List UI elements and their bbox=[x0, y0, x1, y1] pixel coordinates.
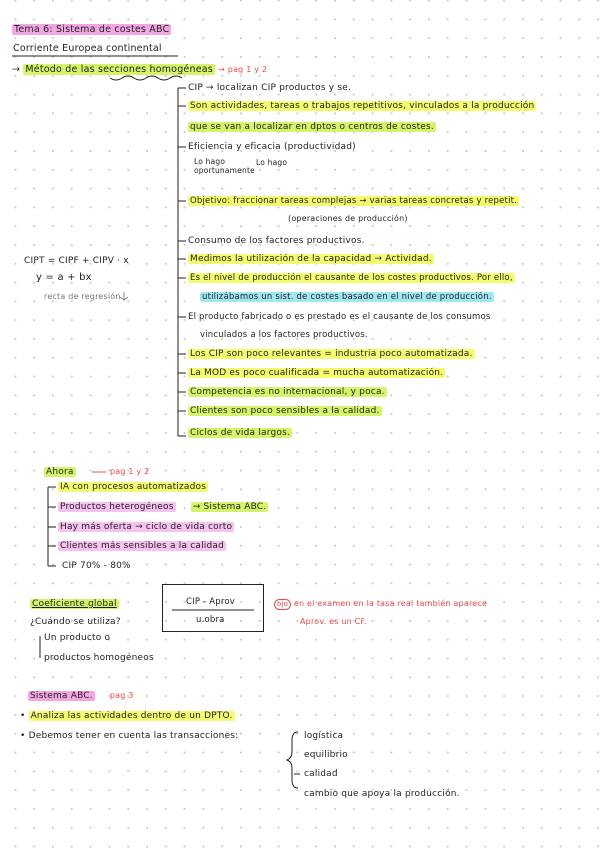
sistema-abc-label: Sistema ABC. bbox=[30, 691, 93, 701]
metodo-page-ref: → pag 1 y 2 bbox=[218, 65, 268, 74]
coeficiente-label: Coeficiente global bbox=[32, 599, 117, 609]
bullet-item bbox=[20, 710, 235, 722]
ahora-item bbox=[58, 481, 208, 493]
ahora-item bbox=[58, 521, 234, 533]
tree-item bbox=[188, 367, 445, 379]
tree-highlight: Son actividades, tareas o trabajos repetitivos, vinculados a la producción bbox=[190, 101, 535, 111]
tree-item: El producto fabricado o es prestado es el causante de los consumos bbox=[188, 312, 491, 322]
sistema-abc-heading bbox=[28, 690, 134, 702]
tree-item bbox=[188, 348, 475, 360]
tree-item: Eficiencia y eficacia (productividad) bbox=[188, 142, 356, 152]
tree-item bbox=[188, 253, 434, 265]
tree-highlight: utilizábamos un sist. de costes basado en el nivel de producción. bbox=[202, 292, 492, 302]
tree-highlight: Los CIP son poco relevantes = industria poco automatizada. bbox=[190, 349, 473, 359]
bullet-text: Debemos tener en cuenta las transacciones: bbox=[28, 731, 239, 741]
fraction-denominator: u.obra bbox=[196, 615, 225, 625]
bullet-dot-icon: • bbox=[20, 711, 26, 721]
sub-item: equilibrio bbox=[304, 750, 348, 760]
tree-item bbox=[188, 427, 292, 439]
arrow-icon: → bbox=[12, 64, 21, 75]
ahora-page-ref: pag 1 y 2 bbox=[110, 467, 150, 476]
tree-highlight: Objetivo: fraccionar tareas complejas → varias tareas concretas y repetit. bbox=[190, 196, 518, 206]
bullet-text: Analiza las actividades dentro de un DPTO. bbox=[30, 711, 233, 721]
ahora-item bbox=[58, 540, 226, 552]
ahora-label: Ahora bbox=[46, 467, 74, 477]
ahora-item bbox=[58, 501, 268, 513]
tree-sub-note: Lo hago bbox=[256, 158, 288, 167]
exam-note-line-2: Aprov. es un CF. bbox=[300, 617, 367, 626]
formula-note: recta de regresión bbox=[44, 292, 121, 301]
tree-highlight: Competencia es no internacional, y poca. bbox=[190, 387, 385, 397]
tree-highlight: La MOD es poco cualificada = mucha automatización. bbox=[190, 368, 444, 378]
sistema-abc-page-ref: pag 3 bbox=[109, 691, 134, 700]
sub-item: calidad bbox=[304, 769, 338, 779]
formula-line-2: y = a + bx bbox=[36, 272, 92, 283]
exam-note bbox=[274, 598, 487, 610]
formula-line-1: CIPT = CIPF + CIPV · x bbox=[24, 256, 129, 266]
coeficiente-heading bbox=[30, 598, 119, 610]
metodo-label: Método de las secciones homogéneas bbox=[25, 64, 213, 75]
bullet-item bbox=[20, 730, 238, 742]
page-title-text: Tema 6: Sistema de costes ABC bbox=[14, 24, 170, 35]
page-subtitle: Corriente Europea continental bbox=[13, 43, 162, 54]
tree-highlight: Medimos la utilización de la capacidad → Actividad. bbox=[190, 254, 432, 264]
tree-item: Consumo de los factores productivos. bbox=[188, 236, 365, 246]
tree-sub-note: Lo hago oportunamente bbox=[194, 157, 255, 175]
coeficiente-question: ¿Cuándo se utiliza? bbox=[30, 617, 121, 627]
bullet-dot-icon: • bbox=[20, 731, 26, 741]
ahora-highlight: → Sistema ABC. bbox=[192, 502, 267, 512]
exam-note-line-1: en el examen en la tasa real también aparece bbox=[293, 599, 488, 608]
tree-item: vinculados a los factores productivos. bbox=[200, 330, 368, 340]
tree-highlight: Es el nivel de producción el causante de los costes productivos. Por ello, bbox=[190, 273, 513, 283]
coeficiente-item: productos homogéneos bbox=[44, 653, 154, 663]
tree-sub-note: (operaciones de producción) bbox=[288, 214, 408, 223]
ahora-heading bbox=[44, 466, 76, 478]
tree-item bbox=[188, 100, 536, 112]
tree-item bbox=[188, 405, 382, 417]
ahora-item: CIP 70% - 80% bbox=[62, 561, 131, 571]
sub-item: logística bbox=[304, 731, 344, 741]
page-title bbox=[12, 24, 171, 36]
fraction-numerator: CIP - Aprov bbox=[186, 597, 235, 607]
tree-item bbox=[188, 195, 519, 207]
ahora-highlight: Clientes más sensibles a la calidad bbox=[60, 541, 225, 551]
tree-highlight: Ciclos de vida largos. bbox=[190, 428, 291, 438]
tree-item bbox=[200, 291, 494, 303]
ahora-highlight: Productos heterogéneos bbox=[60, 502, 174, 512]
tree-item bbox=[188, 272, 515, 284]
tree-item bbox=[188, 386, 387, 398]
coeficiente-item: Un producto o bbox=[44, 633, 111, 643]
ahora-highlight: Hay más oferta → ciclo de vida corto bbox=[60, 522, 233, 532]
tree-item: CIP → localizan CIP productos y se. bbox=[188, 83, 352, 93]
ahora-highlight: IA con procesos automatizados bbox=[60, 482, 207, 492]
metodo-heading bbox=[12, 64, 267, 76]
tree-highlight: Clientes son poco sensibles a la calidad. bbox=[190, 406, 380, 416]
tree-item bbox=[188, 121, 436, 133]
ojo-badge: ojo bbox=[274, 599, 291, 610]
tree-highlight: que se van a localizar en dptos o centros de costes. bbox=[190, 122, 434, 132]
sub-item: cambio que apoya la producción. bbox=[304, 789, 460, 799]
